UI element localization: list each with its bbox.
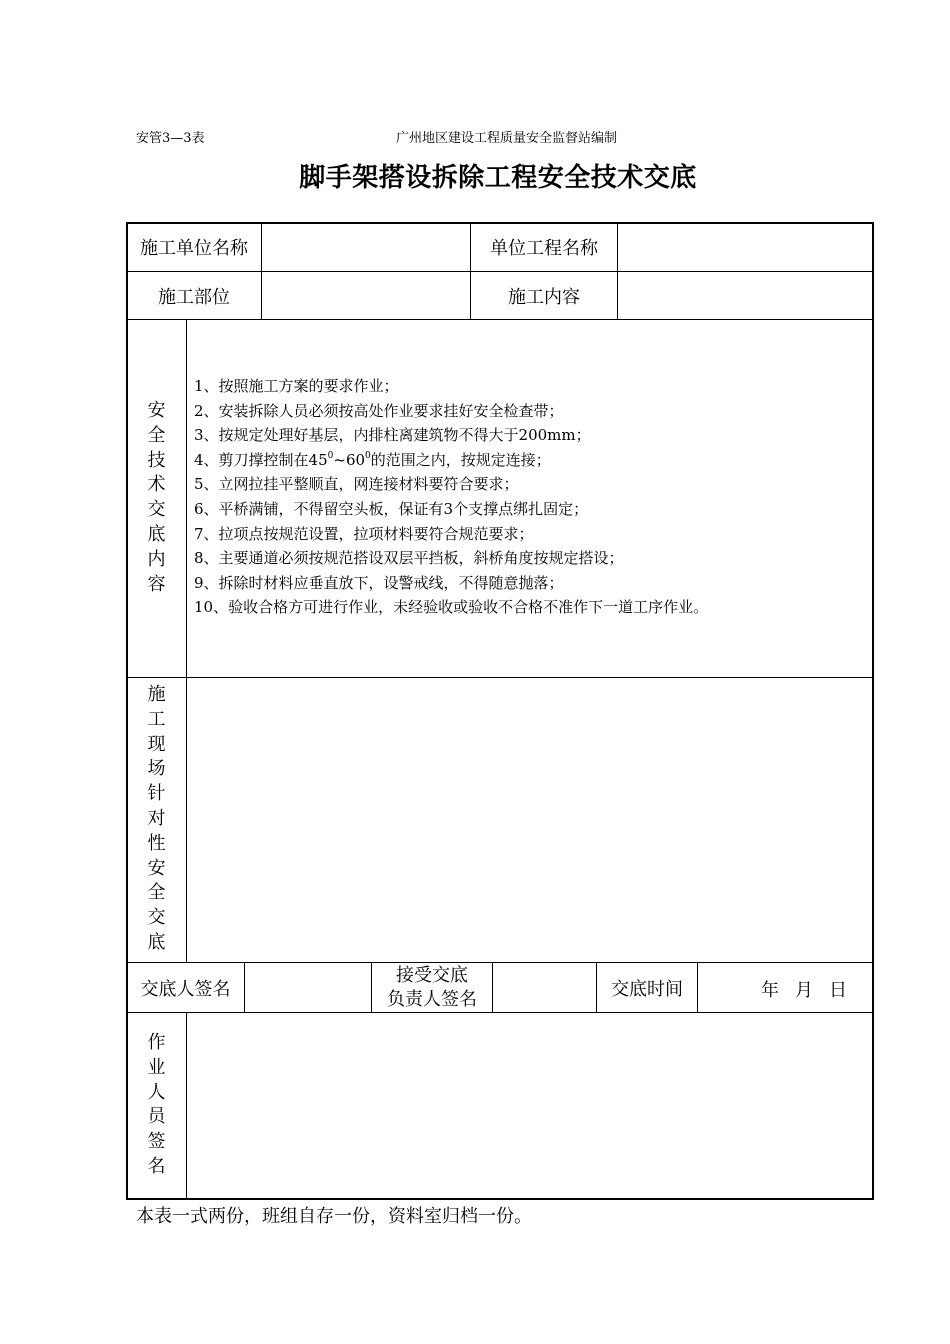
- col-divider: [697, 962, 698, 1012]
- list-item: 1、按照施工方案的要求作业；: [194, 377, 399, 395]
- footer-note: 本表一式两份，班组自存一份，资料室归档一份。: [136, 1206, 532, 1227]
- form-code: 安管3—3表: [136, 131, 205, 146]
- issuer-text: 广州地区建设工程质量安全监督站编制: [396, 131, 618, 146]
- field-discloser-signature[interactable]: [245, 963, 371, 1012]
- list-item: 8、主要通道必须按规范搭设双层平挡板，斜桥角度按规定搭设；: [194, 549, 624, 568]
- label-construction-part: 施工部位: [158, 286, 230, 308]
- field-construction-unit[interactable]: [262, 223, 470, 271]
- list-item: 2、安装拆除人员必须按高处作业要求挂好安全检查带；: [194, 401, 564, 420]
- page-title: 脚手架搭设拆除工程安全技术交底: [299, 163, 697, 193]
- label-construction-unit: 施工单位名称: [140, 238, 248, 259]
- label-receiver-signature: 接受交底 负责人签名: [387, 964, 477, 1010]
- field-construction-content[interactable]: [618, 272, 873, 319]
- field-construction-part[interactable]: [262, 272, 470, 319]
- list-item: 3、按规定处理好基层，内排柱离建筑物不得大于200mm；: [194, 426, 591, 445]
- label-discloser-signature: 交底人签名: [140, 978, 231, 1000]
- list-item: 9、拆除时材料应垂直放下，设警戒线，不得随意抛落；: [194, 573, 564, 592]
- field-receiver-signature[interactable]: [493, 963, 596, 1012]
- site-section-field[interactable]: [187, 678, 873, 962]
- workers-section-label: 作 业 人 员 签 名: [147, 1032, 166, 1177]
- site-section-label: 施 工 现 场 针 对 性 安 全 交 底: [147, 684, 166, 953]
- year-label: 年: [761, 980, 779, 1001]
- list-item: 6、平桥满铺，不得留空头板，保证有3个支撑点绑扎固定；: [194, 499, 589, 518]
- list-item: 7、拉项点按规范设置，拉项材料要符合规范要求；: [194, 524, 534, 543]
- label-unit-project: 单位工程名称: [490, 238, 598, 259]
- list-item: 4、剪刀撑控制在$45^0\sim 60^0$的范围之内，按规定连接；: [194, 450, 551, 469]
- label-disclosure-time: 交底时间: [611, 978, 683, 1000]
- list-item: 10、验收合格方可进行作业，未经验收或验收不合格不准作下一道工序作业。: [194, 598, 709, 617]
- workers-signature-field[interactable]: [187, 1013, 873, 1199]
- list-item: 5、立网拉挂平整顺直，网连接材料要符合要求；: [194, 475, 519, 494]
- row-divider: [127, 319, 873, 320]
- tech-items-list: [194, 374, 708, 620]
- month-label: 月: [795, 980, 813, 1001]
- tech-section-label: 安 全 技 术 交 底 内 容: [147, 400, 166, 595]
- day-label: 日: [829, 980, 847, 1001]
- label-construction-content: 施工内容: [508, 286, 580, 308]
- field-unit-project[interactable]: [618, 223, 873, 271]
